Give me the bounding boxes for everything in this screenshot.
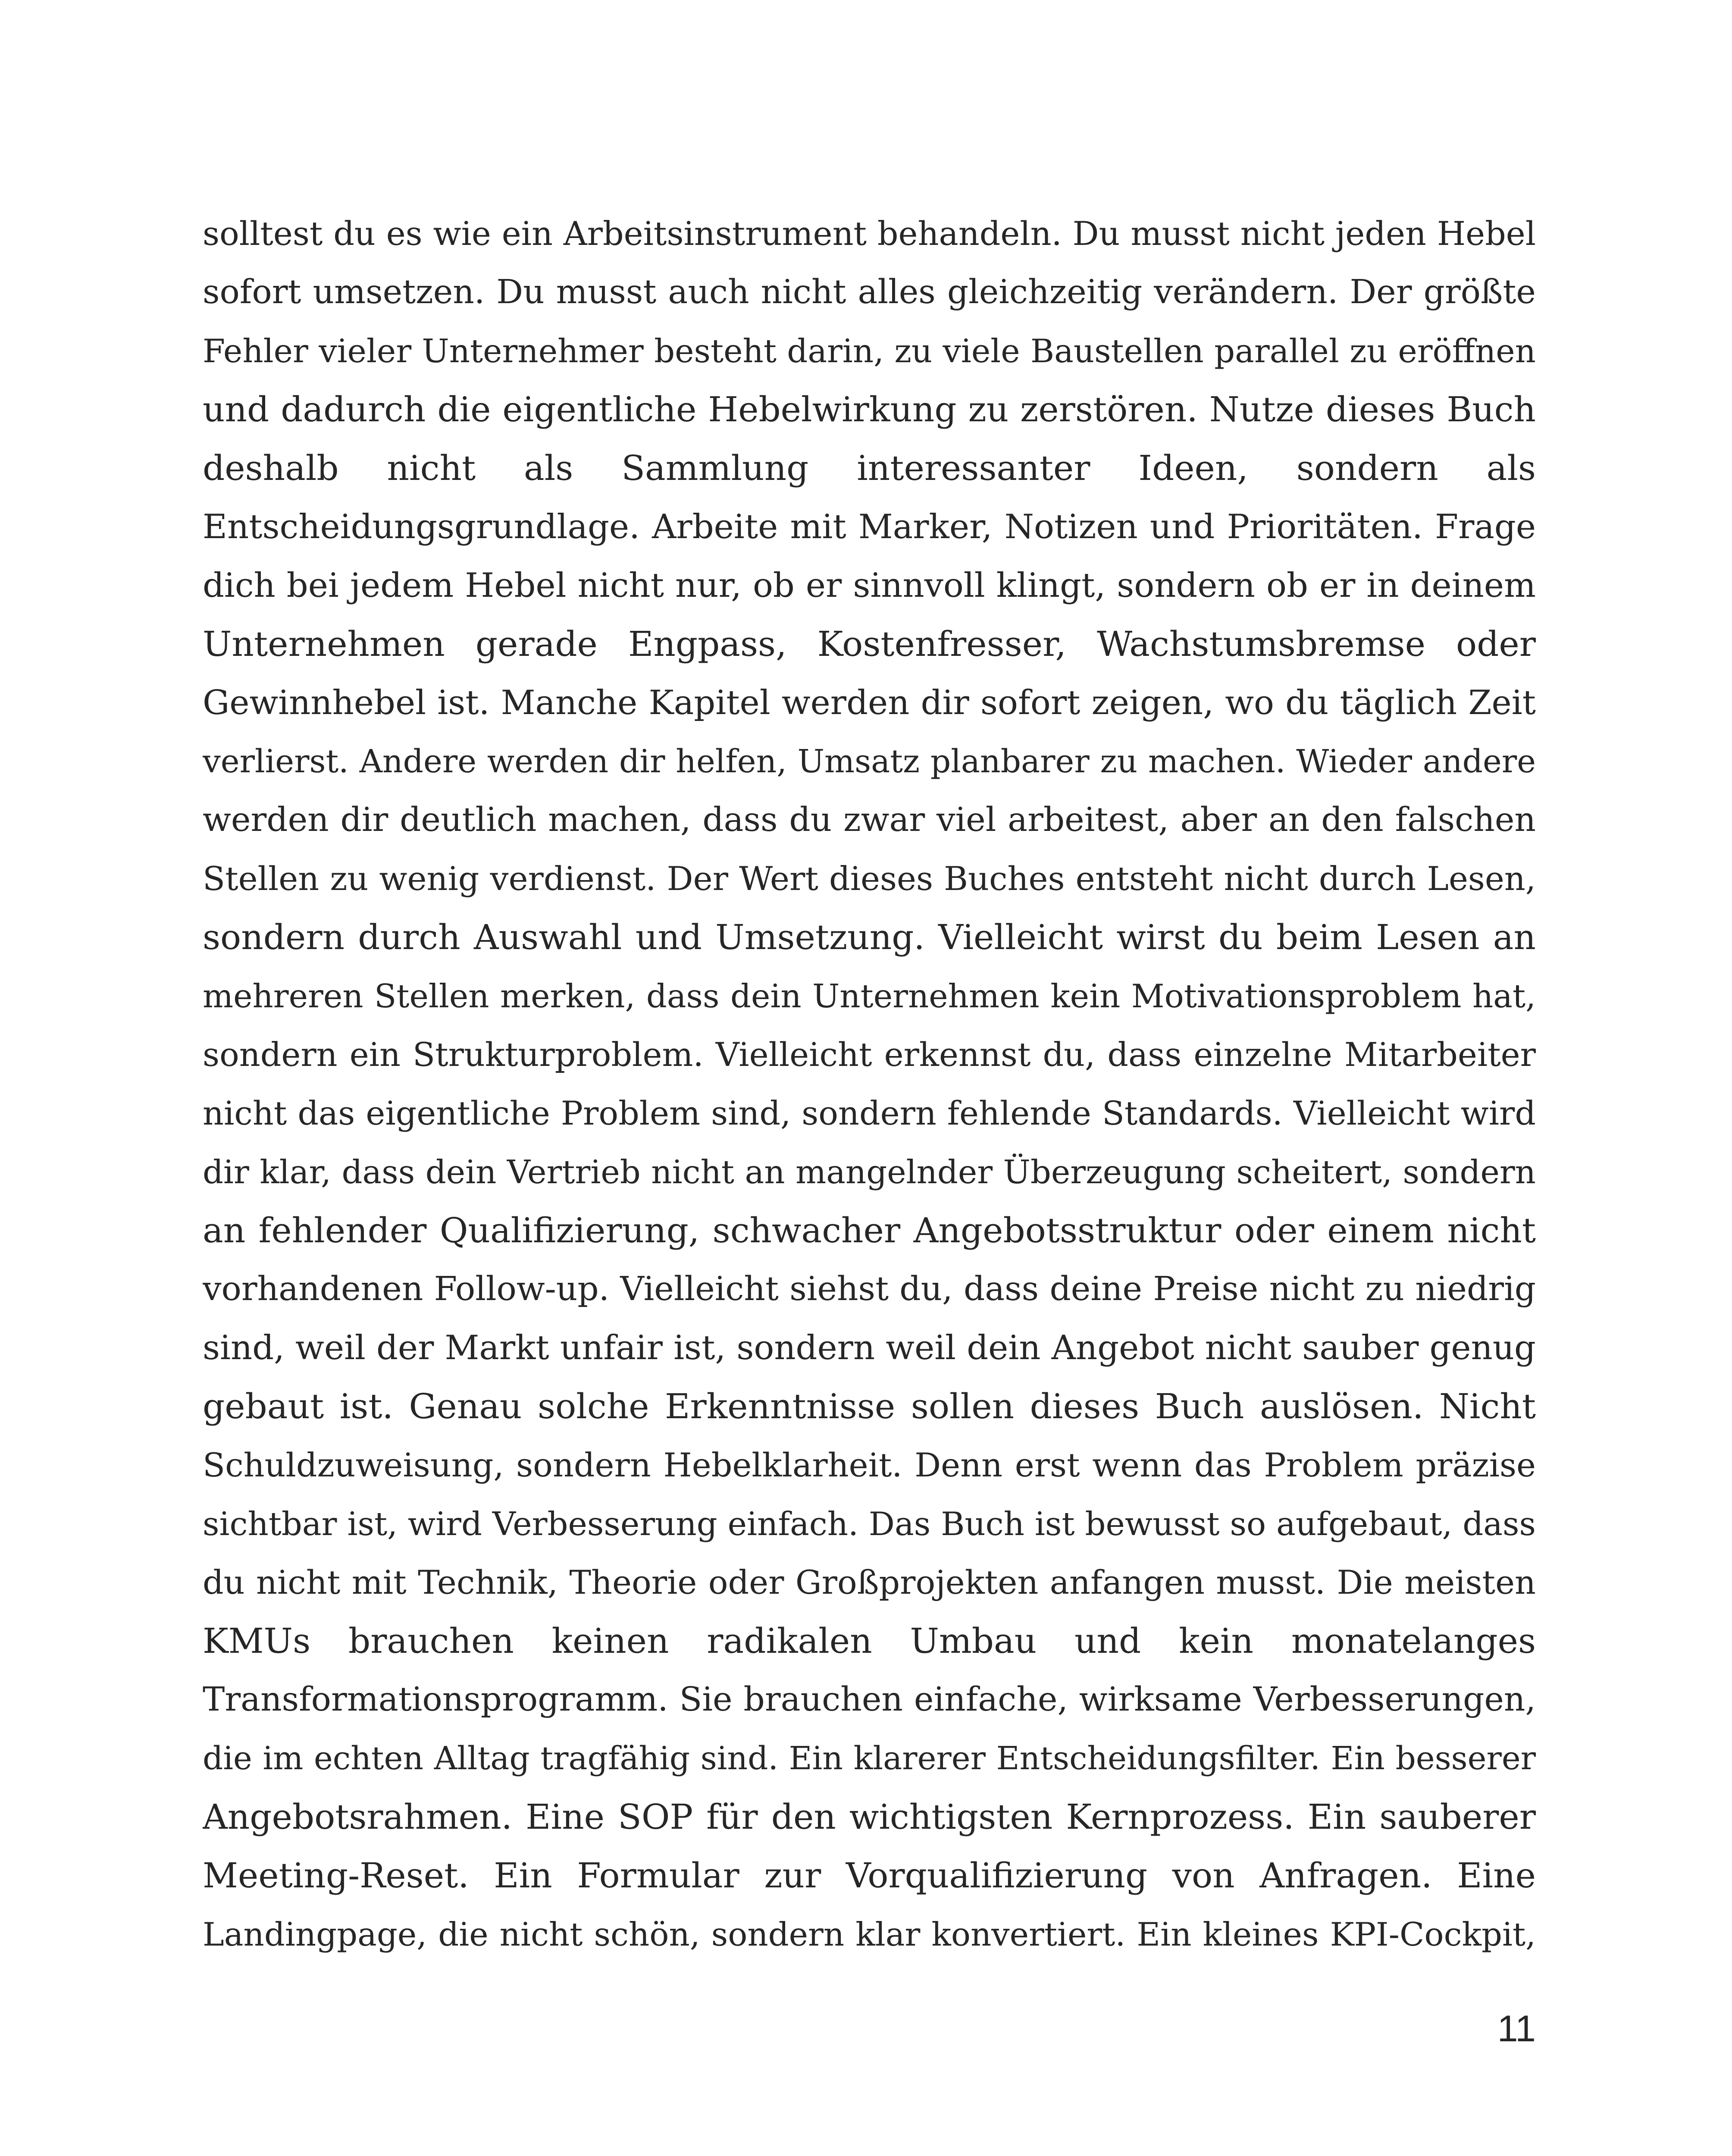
body-text — [203, 204, 1536, 1964]
text-line: Stellen zu wenig verdienst. Der Wert dieses Buches entsteht nicht durch Lesen, — [203, 859, 1536, 898]
text-line: dir klar, dass dein Vertrieb nicht an mangelnder Überzeugung scheitert, sondern — [203, 1153, 1536, 1191]
text-line: Schuldzuweisung, sondern Hebelklarheit. Denn erst wenn das Problem präzise — [203, 1446, 1536, 1484]
text-line: und dadurch die eigentliche Hebelwirkung zu zerstören. Nutze dieses Buch — [203, 389, 1536, 429]
text-line: Transformationsprogramm. Sie brauchen einfache, wirksame Verbesserungen, — [203, 1680, 1536, 1719]
text-line: sichtbar ist, wird Verbesserung einfach. Das Buch ist bewusst so aufgebaut, dass — [203, 1505, 1536, 1543]
text-line: gebaut ist. Genau solche Erkenntnisse sollen dieses Buch auslösen. Nicht — [203, 1386, 1536, 1426]
text-line: dich bei jedem Hebel nicht nur, ob er sinnvoll klingt, sondern ob er in deinem — [203, 566, 1536, 605]
text-line: die im echten Alltag tragfähig sind. Ein klarerer Entscheidungsfilter. Ein besserer — [203, 1740, 1536, 1777]
text-line: sondern ein Strukturproblem. Vielleicht erkennst du, dass einzelne Mitarbeiter — [203, 1035, 1536, 1074]
text-line: Meeting-Reset. Ein Formular zur Vorqualifizierung von Anfragen. Eine — [203, 1855, 1536, 1896]
text-line: sondern durch Auswahl und Umsetzung. Vielleicht wirst du beim Lesen an — [203, 917, 1536, 957]
text-line: mehreren Stellen merken, dass dein Unternehmen kein Motivationsproblem hat, — [203, 977, 1536, 1015]
text-line: deshalb nicht als Sammlung interessanter Ideen, sondern als — [203, 448, 1536, 488]
text-line: vorhandenen Follow-up. Vielleicht siehst du, dass deine Preise nicht zu niedrig — [203, 1270, 1536, 1308]
text-line: an fehlender Qualifizierung, schwacher Angebotsstruktur oder einem nicht — [203, 1210, 1536, 1250]
text-line: KMUs brauchen keinen radikalen Umbau und kein monatelanges — [203, 1621, 1536, 1661]
text-line: sofort umsetzen. Du musst auch nicht alles gleichzeitig verändern. Der größte — [203, 273, 1536, 311]
text-line: Unternehmen gerade Engpass, Kostenfresser, Wachstumsbremse oder — [203, 624, 1536, 664]
text-line: Gewinnhebel ist. Manche Kapitel werden dir sofort zeigen, wo du täglich Zeit — [203, 683, 1536, 722]
text-line: werden dir deutlich machen, dass du zwar viel arbeitest, aber an den falschen — [203, 801, 1536, 839]
text-line: sind, weil der Markt unfair ist, sondern weil dein Angebot nicht sauber genug — [203, 1329, 1536, 1367]
page-number: 11 — [1497, 2008, 1536, 2049]
text-line: Landingpage, die nicht schön, sondern klar konvertiert. Ein kleines KPI-Cockpit, — [203, 1915, 1536, 1953]
text-line: du nicht mit Technik, Theorie oder Großprojekten anfangen musst. Die meisten — [203, 1563, 1536, 1601]
text-line: Entscheidungsgrundlage. Arbeite mit Marker, Notizen und Prioritäten. Frage — [203, 508, 1536, 546]
text-line: solltest du es wie ein Arbeitsinstrument behandeln. Du musst nicht jeden Hebel — [203, 214, 1536, 253]
text-line: nicht das eigentliche Problem sind, sondern fehlende Standards. Vielleicht wird — [203, 1094, 1536, 1132]
text-line: Angebotsrahmen. Eine SOP für den wichtigsten Kernprozess. Ein sauberer — [203, 1797, 1536, 1837]
text-line: Fehler vieler Unternehmer besteht darin, zu viele Baustellen parallel zu eröffnen — [203, 332, 1536, 370]
text-line: verlierst. Andere werden dir helfen, Umsatz planbarer zu machen. Wieder andere — [203, 743, 1536, 780]
